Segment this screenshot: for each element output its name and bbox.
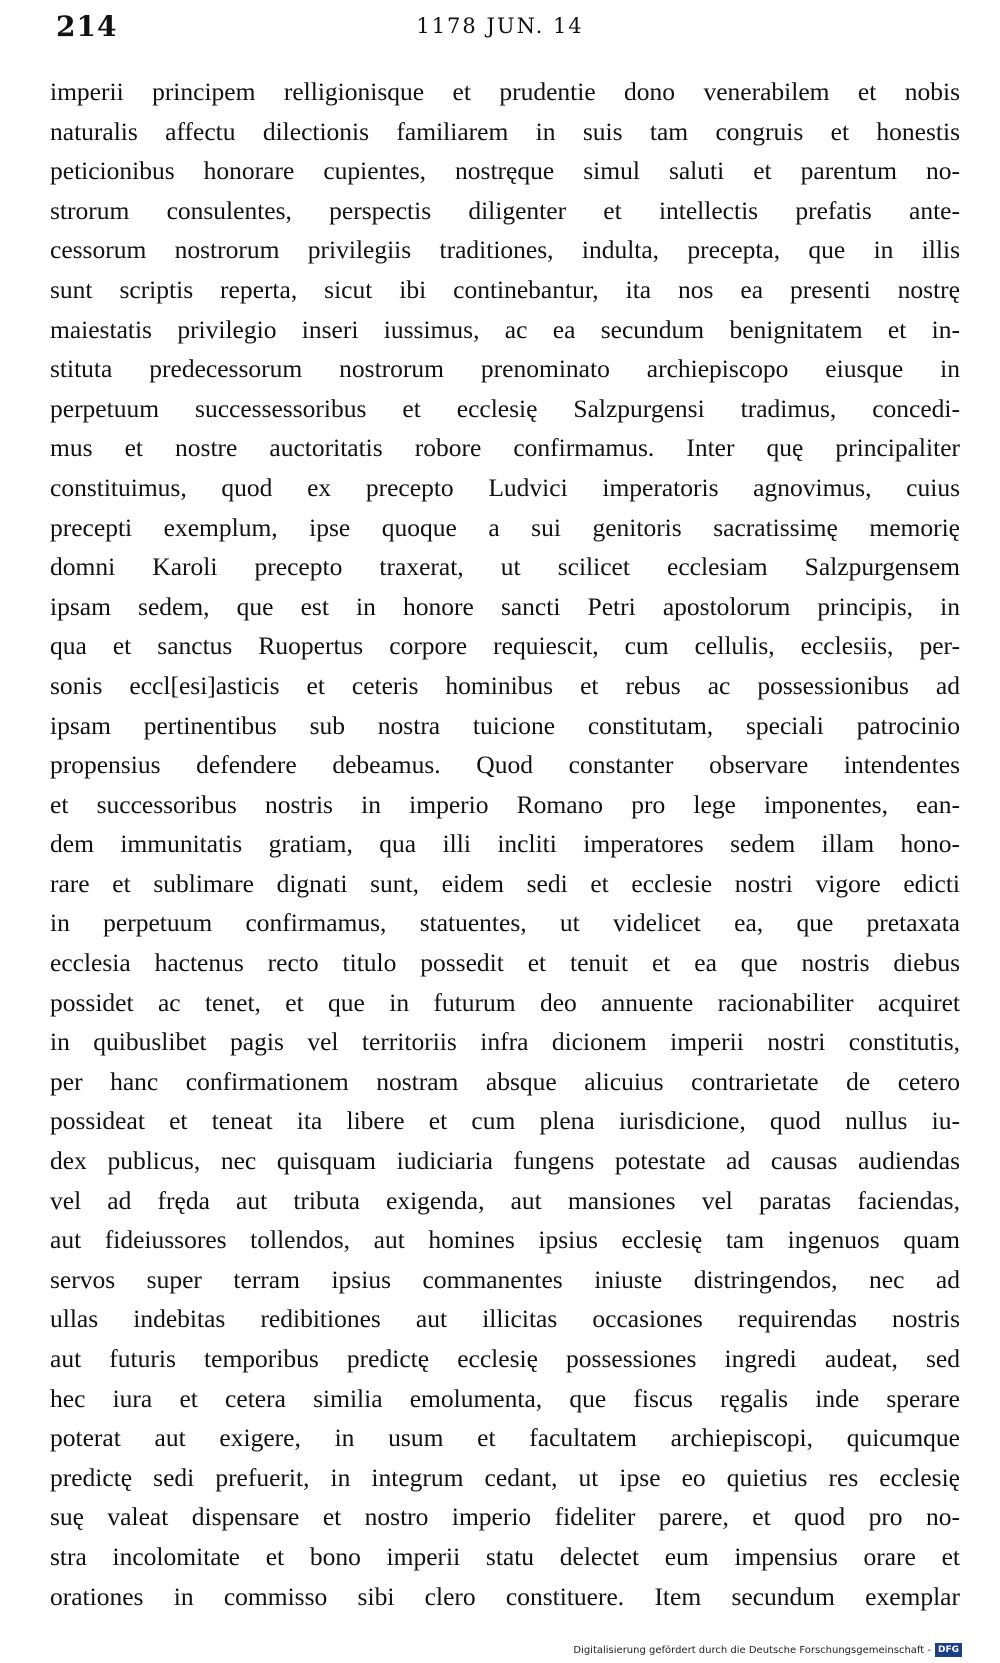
text-line: naturalis affectu dilectionis familiarem in suis tam congruis et honestis [50,116,960,146]
text-line: in quibuslibet pagis vel territoriis infra dicionem imperii nostri constitutis, [50,1027,960,1057]
text-line: servos super terram ipsius commanentes iniuste distringendos, nec ad [50,1264,960,1294]
text-line: possidet ac tenet, et que in futurum deo annuente racionabiliter acquiret [50,987,960,1017]
text-line: ipsam sedem, que est in honore sancti Petri apostolorum principis, in [50,591,960,621]
text-line: orationes in commisso sibi clero constituere. Item secundum exemplar [50,1581,960,1611]
footer-credit-text: Digitalisierung gefördert durch die Deutsche Forschungsgemeinschaft - [573,1644,931,1656]
text-line: sunt scriptis reperta, sicut ibi continebantur, ita nos ea presenti nostrę [50,274,960,304]
text-line: precepti exemplum, ipse quoque a sui genitoris sacratissimę memorię [50,512,960,542]
text-line: ullas indebitas redibitiones aut illicitas occasiones requirendas nostris [50,1304,960,1334]
text-line: poterat aut exigere, in usum et facultatem archiepiscopi, quicumque [50,1423,960,1453]
text-line: sonis eccl[esi]asticis et ceteris hominibus et rebus ac possessionibus ad [50,670,960,700]
body-text [50,72,960,1616]
text-line: perpetuum successessoribus et ecclesię Salzpurgensi tradimus, concedi- [50,393,960,423]
text-line: peticionibus honorare cupientes, nostręque simul saluti et parentum no- [50,156,960,186]
text-line: qua et sanctus Ruopertus corpore requiescit, cum cellulis, ecclesiis, per- [50,631,960,661]
text-line: vel ad fręda aut tributa exigenda, aut mansiones vel paratas faciendas, [50,1185,960,1215]
dfg-logo: DFG [935,1643,962,1657]
text-line: aut futuris temporibus predictę ecclesię possessiones ingredi audeat, sed [50,1344,960,1373]
text-line: in perpetuum confirmamus, statuentes, ut videlicet ea, que pretaxata [50,908,960,938]
text-line: predictę sedi prefuerit, in integrum cedant, ut ipse eo quietius res ecclesię [50,1462,960,1492]
page-number: 214 [56,10,118,43]
text-line: domni Karoli precepto traxerat, ut scilicet ecclesiam Salzpurgensem [50,552,960,582]
text-line: stra incolomitate et bono imperii statu delectet eum impensius orare et [50,1541,960,1571]
text-line: hec iura et cetera similia emolumenta, que fiscus ręgalis inde sperare [50,1383,960,1413]
text-line: constituimus, quod ex precepto Ludvici imperatoris agnovimus, cuius [50,472,960,502]
running-head: 1178 JUN. 14 [416,14,584,38]
text-line: stituta predecessorum nostrorum prenominato archiepiscopo eiusque in [50,354,960,384]
text-line: ecclesia hactenus recto titulo possedit et tenuit et ea que nostris diebus [50,948,960,978]
text-line: et successoribus nostris in imperio Romano pro lege imponentes, ean- [50,789,960,819]
text-line: aut fideiussores tollendos, aut homines ipsius ecclesię tam ingenuos quam [50,1225,960,1255]
text-line: imperii principem relligionisque et prudentie dono venerabilem et nobis [50,77,960,106]
text-line: mus et nostre auctoritatis robore confirmamus. Inter quę principaliter [50,433,960,463]
text-line: rare et sublimare dignati sunt, eidem sedi et ecclesie nostri vigore edicti [50,868,960,898]
footer-credit [573,1643,962,1657]
text-line: propensius defendere debeamus. Quod constanter observare intendentes [50,750,960,780]
text-line: dem immunitatis gratiam, qua illi incliti imperatores sedem illam hono- [50,829,960,859]
text-line: suę valeat dispensare et nostro imperio fideliter parere, et quod pro no- [50,1502,960,1532]
text-line: strorum consulentes, perspectis diligenter et intellectis prefatis ante- [50,195,960,225]
text-line: per hanc confirmationem nostram absque alicuius contrarietate de cetero [50,1066,960,1096]
text-line: maiestatis privilegio inseri iussimus, ac ea secundum benignitatem et in- [50,314,960,344]
text-line: cessorum nostrorum privilegiis traditiones, indulta, precepta, que in illis [50,235,960,265]
text-line: ipsam pertinentibus sub nostra tuicione constitutam, speciali patrocinio [50,710,960,740]
text-line: possideat et teneat ita libere et cum plena iurisdicione, quod nullus iu- [50,1106,960,1136]
text-line: dex publicus, nec quisquam iudiciaria fungens potestate ad causas audiendas [50,1146,960,1176]
